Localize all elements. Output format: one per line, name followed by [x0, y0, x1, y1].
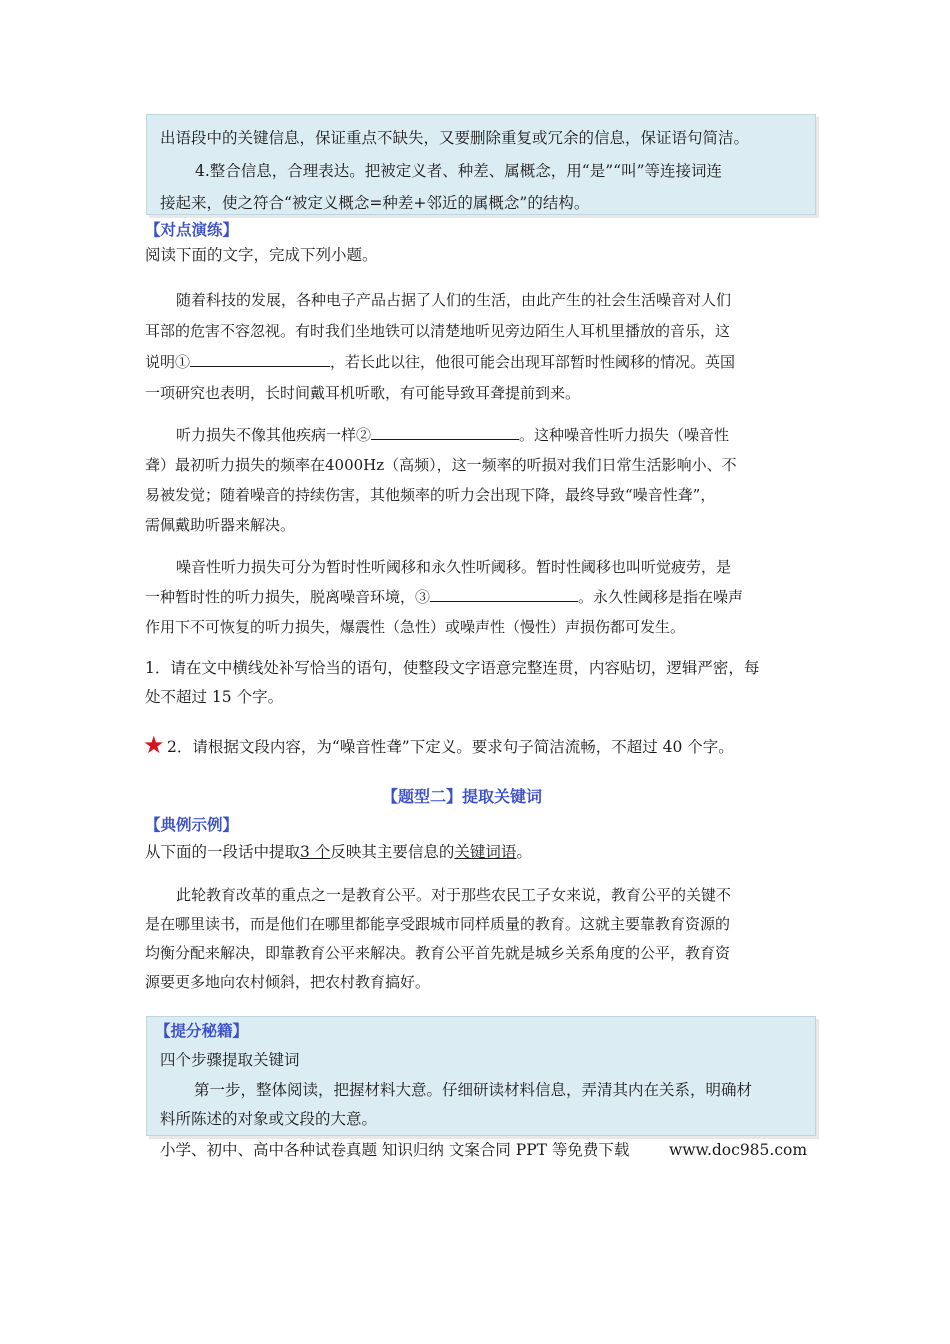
- section-tag-practice: 【对点演练】: [145, 221, 239, 239]
- passage3-line-1: 噪音性听力损失可分为暂时性听阈移和永久性听阈移。暂时性阈移也叫听觉疲劳，是: [176, 558, 732, 576]
- passage1-line-3-a: 说明①: [145, 353, 191, 371]
- tips-line-2: 第一步，整体阅读，把握材料大意。仔细研读材料信息，弄清其内在关系，明确材: [194, 1081, 753, 1099]
- passage1-line-4: 一项研究也表明，长时间戴耳机听歌，有可能导致耳聋提前到来。: [145, 384, 581, 402]
- passage2-line-1-a: 听力损失不像其他疾病一样②: [176, 426, 372, 444]
- passage3-line-2-a: 一种暂时性的听力损失，脱离噪音环境，③: [145, 588, 431, 606]
- section-tag-example: 【典例示例】: [145, 816, 239, 834]
- answer-blank-3[interactable]: [430, 585, 578, 602]
- example-instruction-count: 3 个: [300, 843, 331, 861]
- question-1-line-2: 处不超过 15 个字。: [145, 688, 284, 706]
- passage1-line-3-b: ，若长此以往，他很可能会出现耳部暂时性阈移的情况。英国: [330, 353, 736, 371]
- section-heading-type2: 【题型二】提取关键词: [382, 787, 543, 806]
- tips-line-3: 料所陈述的对象或文段的大意。: [160, 1110, 378, 1128]
- passage2-line-3: 易被发觉；随着噪音的持续伤害，其他频率的听力会出现下降，最终导致“噪音性聋”，: [145, 486, 716, 504]
- passage2-line-2: 聋）最初听力损失的频率在4000Hz（高频），这一频率的听损对我们日常生活影响小、不: [145, 456, 737, 474]
- passage3-line-3: 作用下不可恢复的听力损失，爆震性（急性）或噪声性（慢性）声损伤都可发生。: [145, 618, 686, 636]
- example-instruction: [145, 840, 532, 864]
- example-passage-line-2: 是在哪里读书，而是他们在哪里都能享受跟城市同样质量的教育。这就主要靠教育资源的: [145, 915, 731, 933]
- example-passage-line-3: 均衡分配来解决，即靠教育公平来解决。教育公平首先就是城乡关系角度的公平，教育资: [145, 944, 731, 962]
- passage2-line-4: 需佩戴助听器来解决。: [145, 516, 296, 534]
- footer-text: 小学、初中、高中各种试卷真题 知识归纳 文案合同 PPT 等免费下载: [160, 1141, 630, 1159]
- example-instruction-keywords: 关键词语: [454, 843, 517, 861]
- example-passage-line-4: 源要更多地向农村倾斜，把农村教育搞好。: [145, 973, 431, 991]
- example-instruction-a: 从下面的一段话中提取: [145, 843, 301, 861]
- footer-url[interactable]: www.doc985.com: [669, 1141, 808, 1159]
- passage3-line-2: [145, 582, 743, 612]
- example-passage-line-1: 此轮教育改革的重点之一是教育公平。对于那些农民工子女来说，教育公平的关键不: [176, 886, 732, 904]
- tips-line-1: 四个步骤提取关键词: [160, 1051, 300, 1069]
- passage2-line-1-b: 。这种噪音性听力损失（噪音性: [519, 426, 730, 444]
- practice-instruction: 阅读下面的文字，完成下列小题。: [145, 246, 378, 264]
- question-1-line-1: 1．请在文中横线处补写恰当的语句，使整段文字语意完整连贯，内容贴切，逻辑严密，每: [145, 659, 760, 677]
- example-instruction-e: 。: [516, 843, 532, 861]
- passage3-line-2-b: 。永久性阈移是指在噪声: [578, 588, 744, 606]
- top-box-line-1: 出语段中的关键信息，保证重点不缺失，又要删除重复或冗余的信息，保证语句简洁。: [160, 129, 750, 147]
- section-tag-tips: 【提分秘籍】: [155, 1022, 249, 1040]
- example-instruction-c: 反映其主要信息的: [330, 843, 455, 861]
- passage1-line-2: 耳部的危害不容忽视。有时我们坐地铁可以清楚地听见旁边陌生人耳机里播放的音乐，这: [145, 322, 731, 340]
- passage1-line-1: 随着科技的发展，各种电子产品占据了人们的生活，由此产生的社会生活噪音对人们: [176, 291, 732, 309]
- passage1-line-3: [145, 347, 735, 377]
- answer-blank-2[interactable]: [371, 423, 519, 440]
- top-box-line-2: 4.整合信息，合理表达。把被定义者、种差、属概念，用“是”“叫”等连接词连: [195, 162, 722, 180]
- star-icon: ★: [143, 731, 165, 759]
- answer-blank-1[interactable]: [190, 350, 330, 367]
- passage2-line-1: [176, 420, 729, 450]
- top-box-line-3: 接起来，使之符合“被定义概念=种差+邻近的属概念”的结构。: [160, 194, 590, 212]
- question-2: 2．请根据文段内容，为“噪音性聋”下定义。要求句子简洁流畅，不超过 40 个字。: [167, 738, 734, 756]
